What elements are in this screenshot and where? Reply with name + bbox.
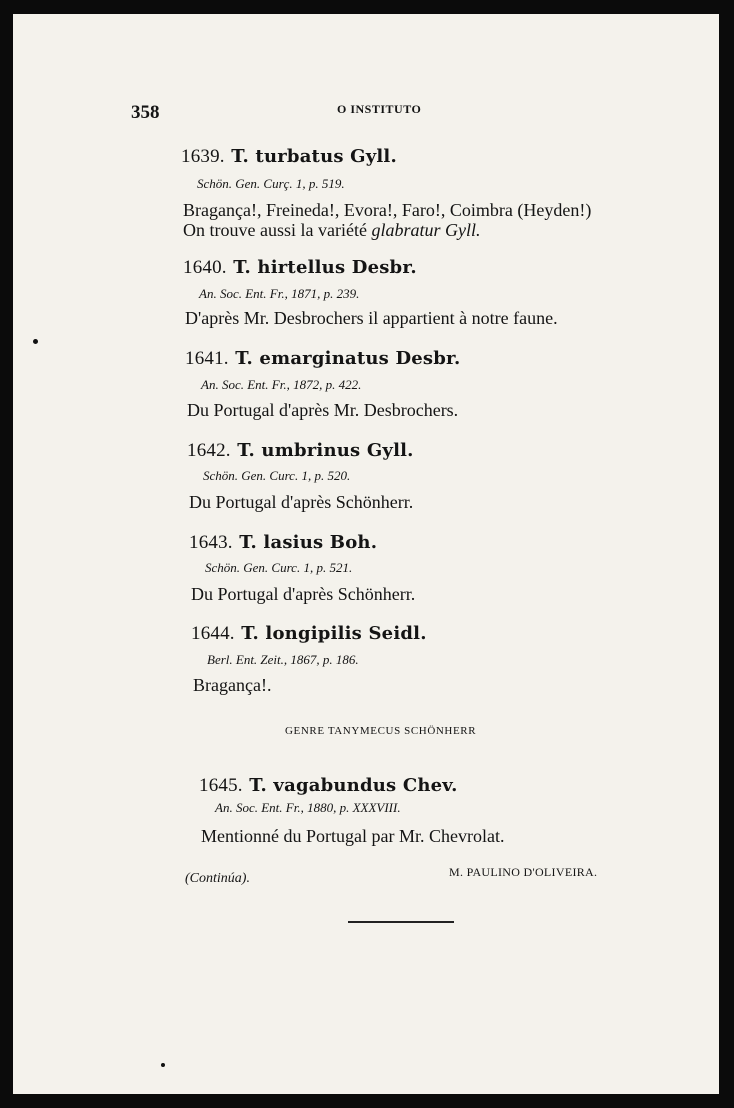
species-name: T. hirtellus Desbr. — [233, 257, 417, 278]
book-page — [13, 14, 719, 1094]
continua-note: (Continúa). — [185, 871, 250, 886]
end-rule — [348, 921, 454, 923]
species-name: T. turbatus Gyll. — [231, 146, 397, 167]
entry-reference: An. Soc. Ent. Fr., 1871, p. 239. — [199, 286, 360, 301]
species-name: T. vagabundus Chev. — [249, 775, 458, 796]
entry-text: Du Portugal d'après Schönherr. — [191, 584, 416, 604]
species-name: T. umbrinus Gyll. — [237, 440, 414, 461]
species-name: T. emarginatus Desbr. — [235, 348, 461, 369]
entry-reference: An. Soc. Ent. Fr., 1872, p. 422. — [201, 377, 362, 392]
species-name: T. lasius Boh. — [239, 532, 378, 553]
entry-number: 1644. — [191, 623, 235, 644]
entry-reference: Berl. Ent. Zeit., 1867, p. 186. — [207, 652, 359, 667]
entry-text: On trouve aussi la variété glabratur Gyll. — [183, 220, 481, 240]
entry-text: Du Portugal d'après Schönherr. — [189, 492, 414, 512]
page-number: 358 — [131, 102, 160, 123]
entry-text: Mentionné du Portugal par Mr. Chevrolat. — [201, 826, 505, 846]
entry-reference: Schön. Gen. Curc. 1, p. 520. — [203, 468, 351, 483]
entry-text: Bragança!, Freineda!, Evora!, Faro!, Coimbra (Heyden!) — [183, 200, 592, 220]
entry-title — [191, 623, 427, 645]
entry-number: 1643. — [189, 532, 233, 553]
entry-reference: An. Soc. Ent. Fr., 1880, p. XXXVIII. — [215, 800, 401, 815]
entry-title — [181, 146, 397, 168]
scan-speck — [161, 1063, 165, 1067]
entry-reference: Schön. Gen. Curç. 1, p. 519. — [197, 176, 345, 191]
species-name: T. longipilis Seidl. — [241, 623, 427, 644]
entry-number: 1641. — [185, 348, 229, 369]
entry-number: 1639. — [181, 146, 225, 167]
entry-title — [183, 257, 417, 279]
entry-title — [185, 348, 461, 370]
running-head: O INSTITUTO — [337, 102, 422, 116]
entry-title — [189, 532, 377, 554]
genre-heading: GENRE TANYMECUS SCHÖNHERR — [285, 725, 477, 737]
entry-text: Du Portugal d'après Mr. Desbrochers. — [187, 400, 459, 420]
entry-number: 1640. — [183, 257, 227, 278]
entry-text: D'après Mr. Desbrochers il appartient à notre faune. — [185, 308, 558, 328]
scan-speck — [33, 339, 38, 344]
entry-text: Bragança!. — [193, 675, 272, 695]
author-signature: M. PAULINO D'OLIVEIRA. — [449, 865, 598, 879]
entry-reference: Schön. Gen. Curc. 1, p. 521. — [205, 560, 353, 575]
entry-title — [187, 440, 414, 462]
entry-title — [199, 775, 458, 797]
entry-number: 1645. — [199, 775, 243, 796]
entry-number: 1642. — [187, 440, 231, 461]
